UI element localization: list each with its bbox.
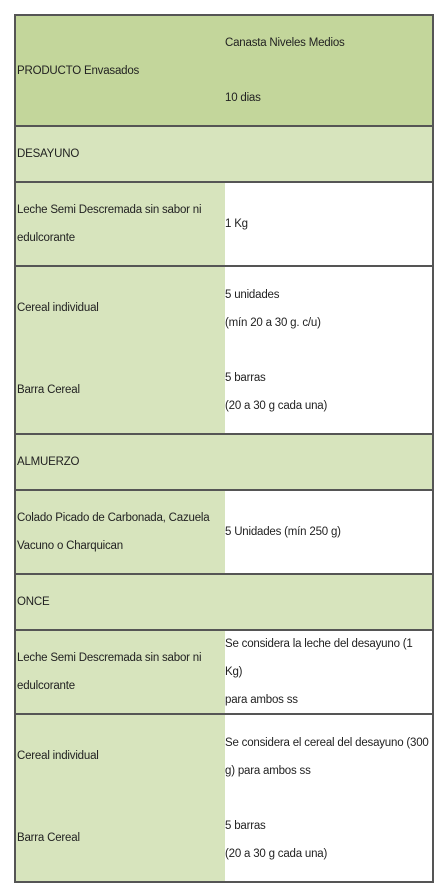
header-basket-label: Canasta Niveles Medios xyxy=(225,37,345,49)
table-row xyxy=(16,631,432,715)
amount-text: Se considera el cereal del desayuno (300 xyxy=(225,736,429,749)
amount-text: (20 a 30 g cada una) xyxy=(225,847,328,860)
product-text: Colado Picado de Carbonada, Cazuela xyxy=(17,512,210,524)
amount-text: 1 Kg xyxy=(225,218,248,230)
food-basket-table xyxy=(14,14,434,883)
product-text: Barra Cereal xyxy=(17,832,80,844)
amount-text: 5 barras xyxy=(225,371,266,384)
product-cell xyxy=(16,797,225,879)
amount-text: para ambos ss xyxy=(225,694,298,706)
section-title: DESAYUNO xyxy=(17,148,80,160)
section-row-once xyxy=(16,575,432,631)
table-row xyxy=(16,491,432,575)
amount-cell xyxy=(225,715,432,798)
amount-text: g) para ambos ss xyxy=(225,764,311,777)
amount-cell xyxy=(225,183,432,265)
table-row-group xyxy=(16,267,432,435)
product-text: Leche Semi Descremada sin sabor ni xyxy=(17,204,202,216)
product-cell xyxy=(16,631,225,713)
table-row-group xyxy=(16,715,432,883)
amount-text: (20 a 30 g cada una) xyxy=(225,399,328,412)
product-cell xyxy=(16,491,225,573)
product-text: edulcorante xyxy=(17,680,75,692)
section-row-almuerzo xyxy=(16,435,432,491)
product-text: Vacuno o Charquican xyxy=(17,540,123,552)
product-text: Barra Cereal xyxy=(17,384,80,396)
amount-cell xyxy=(225,350,432,433)
amount-text: (mín 20 a 30 g. c/u) xyxy=(225,316,321,329)
amount-text: 5 Unidades (mín 250 g) xyxy=(225,526,341,538)
amount-text: 5 barras xyxy=(225,819,266,832)
product-text: Cereal individual xyxy=(17,750,99,762)
amount-cell xyxy=(225,798,432,881)
header-basket-cell xyxy=(225,16,432,125)
header-days-label: 10 dias xyxy=(225,92,261,104)
product-cell xyxy=(16,267,225,349)
section-title: ONCE xyxy=(17,596,50,608)
section-row-desayuno xyxy=(16,127,432,183)
product-cell xyxy=(16,715,225,797)
header-product-label: PRODUCTO Envasados xyxy=(17,64,140,77)
product-cell xyxy=(16,349,225,431)
amount-cell xyxy=(225,491,432,573)
product-text: Cereal individual xyxy=(17,302,99,314)
amount-text: Se considera la leche del desayuno (1 Kg) xyxy=(225,638,413,678)
table-header-row xyxy=(16,16,432,127)
section-title: ALMUERZO xyxy=(17,456,80,468)
product-text: edulcorante xyxy=(17,232,75,244)
amount-text: 5 unidades xyxy=(225,288,280,301)
header-product-cell xyxy=(16,16,225,125)
amount-cell xyxy=(225,631,432,713)
product-cell xyxy=(16,183,225,265)
amount-cell xyxy=(225,267,432,350)
table-row xyxy=(16,183,432,267)
product-text: Leche Semi Descremada sin sabor ni xyxy=(17,652,202,664)
